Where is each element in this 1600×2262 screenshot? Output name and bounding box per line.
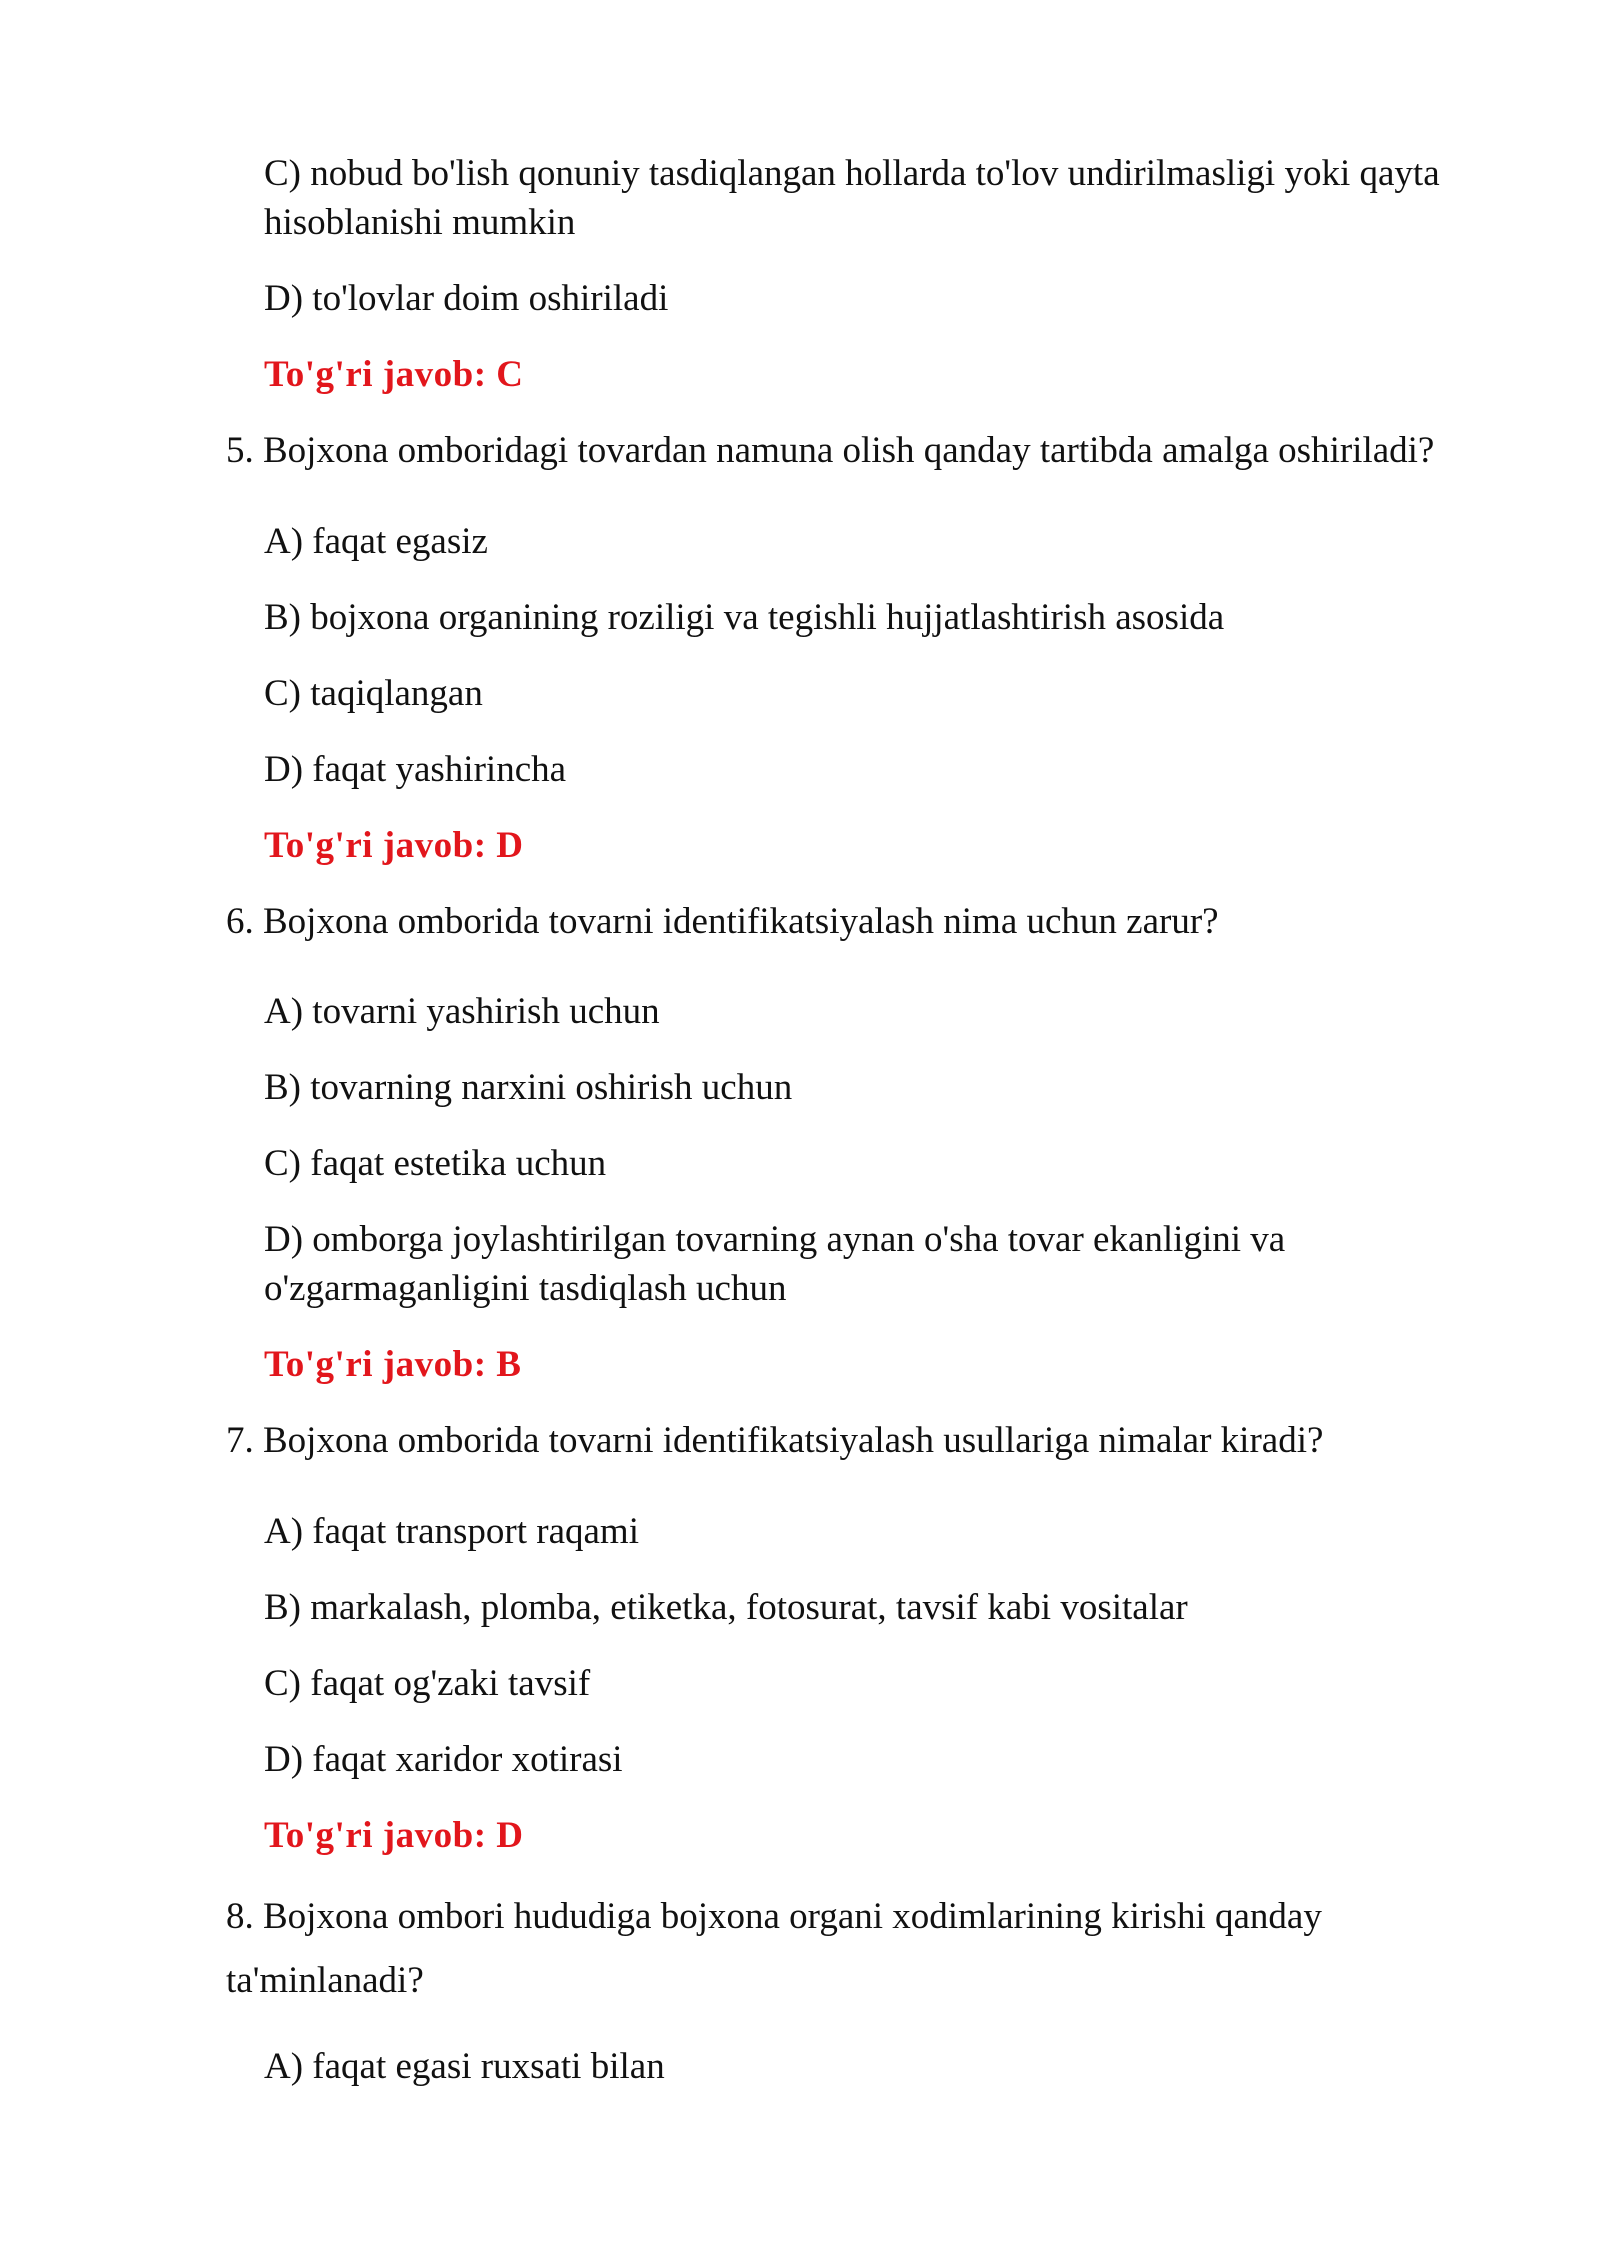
option-c: C) taqiqlangan — [264, 673, 483, 714]
option-d: D) faqat xaridor xotirasi — [264, 1739, 623, 1780]
option-a: A) faqat transport raqami — [264, 1511, 639, 1552]
option-b: B) markalash, plomba, etiketka, fotosurat, tavsif kabi vositalar — [264, 1587, 1188, 1628]
correct-answer: To'g'ri javob: D — [264, 1815, 524, 1856]
option-b: B) tovarning narxini oshirish uchun — [264, 1067, 793, 1108]
option-b: B) bojxona organining roziligi va tegishli hujjatlashtirish asosida — [264, 597, 1225, 638]
option-d: D) faqat yashirincha — [264, 749, 567, 790]
option-c: C) faqat estetika uchun — [264, 1143, 607, 1184]
option-a: A) faqat egasiz — [264, 521, 488, 562]
question-7: 7. Bojxona omborida tovarni identifikatsiyalash usullariga nimalar kiradi? — [226, 1420, 1324, 1461]
correct-answer: To'g'ri javob: C — [264, 354, 524, 395]
question-5: 5. Bojxona omboridagi tovardan namuna olish qanday tartibda amalga oshiriladi? — [226, 430, 1435, 471]
option-a: A) tovarni yashirish uchun — [264, 991, 660, 1032]
option-c: C) nobud bo'lish qonuniy tasdiqlangan hollarda to'lov undirilmasligi yoki qayta hisoblanishi mumkin — [264, 153, 1440, 243]
option-d: D) to'lovlar doim oshiriladi — [264, 278, 669, 319]
question-6: 6. Bojxona omborida tovarni identifikatsiyalash nima uchun zarur? — [226, 901, 1219, 942]
option-d: D) omborga joylashtirilgan tovarning aynan o'sha tovar ekanligini va o'zgarmaganligini tasdiqlash uchun — [264, 1219, 1286, 1309]
correct-answer: To'g'ri javob: B — [264, 1344, 522, 1385]
option-c: C) faqat og'zaki tavsif — [264, 1663, 591, 1704]
option-a: A) faqat egasi ruxsati bilan — [264, 2046, 665, 2087]
correct-answer: To'g'ri javob: D — [264, 825, 524, 866]
question-8: 8. Bojxona ombori hududiga bojxona organi xodimlarining kirishi qanday ta'minlanadi? — [226, 1896, 1322, 2001]
